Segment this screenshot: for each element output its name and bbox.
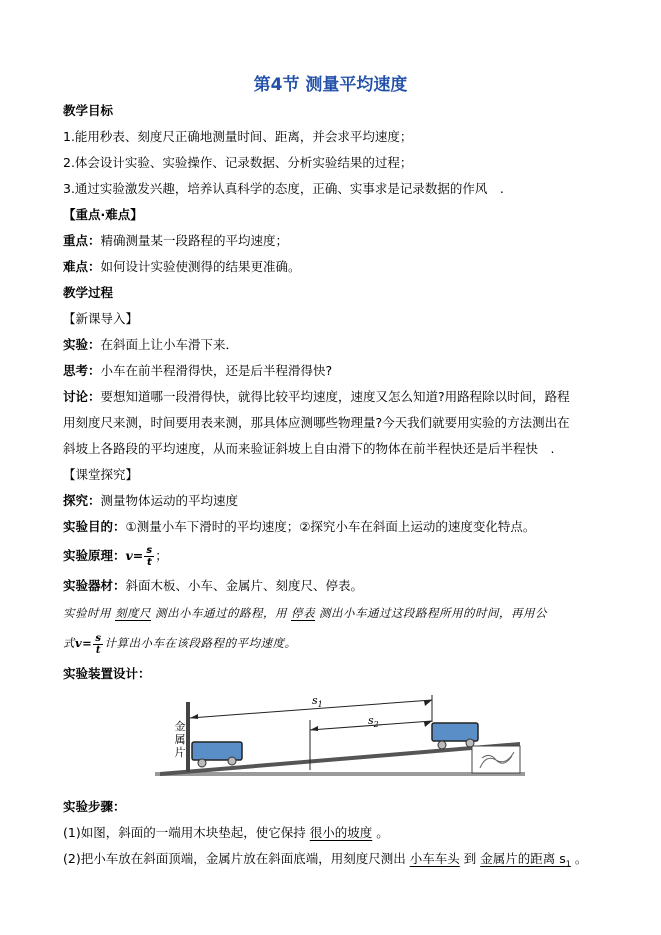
purpose-text: ①测量小车下滑时的平均速度；②探究小车在斜面上运动的速度变化特点。 (125, 519, 536, 534)
principle-label: 实验原理： (63, 548, 126, 563)
key-point-text: 精确测量某一段路程的平均速度； (100, 233, 289, 248)
objectives-heading: 教学目标 (63, 103, 114, 118)
objective-item: 2.体会设计实验、实验操作、记录数据、分析实验结果的过程； (63, 155, 413, 170)
intro-heading: 【新课导入】 (63, 311, 139, 326)
blank-distance (476, 851, 575, 869)
step-text: 到 (463, 851, 477, 866)
s2-label: $s_2$ (368, 714, 379, 729)
formula-end: ； (155, 548, 168, 563)
hw-text: 实验时用 (63, 606, 111, 620)
principle-line (63, 541, 623, 571)
hw-text: 测出小车通过的路程，用 (155, 606, 287, 620)
blank-car-head: 小车车头 (409, 851, 460, 866)
handwritten-line-1 (63, 603, 623, 623)
step-1 (63, 823, 623, 843)
think-text: 小车在前半程滑得快，还是后半程滑得快? (100, 363, 333, 378)
process-heading: 教学过程 (63, 285, 114, 300)
step-text: 。 (376, 825, 389, 840)
formula-numerator: s (146, 545, 153, 556)
car-top (432, 723, 478, 749)
purpose-line (63, 517, 623, 537)
explore-heading: 【课堂探究】 (63, 467, 139, 482)
purpose-label: 实验目的： (63, 519, 126, 534)
materials-line (63, 576, 623, 596)
hw-text: 式 (63, 636, 75, 650)
s1-arrow (190, 700, 432, 718)
handwritten-line-2 (63, 628, 623, 658)
think-line (63, 361, 623, 381)
key-point (63, 231, 623, 251)
objective-item: 1.能用秒表、刻度尺正确地测量时间、距离，并会求平均速度； (63, 129, 413, 144)
page-title: 第4节 测量平均速度 (253, 75, 408, 95)
apparatus-diagram (150, 690, 530, 790)
step-text: (2)把小车放在斜面顶端，金属片放在斜面底端，用刻度尺测出 (63, 851, 406, 866)
formula-v: v= (75, 636, 93, 650)
formula-denominator: t (95, 644, 101, 656)
metal-plate (186, 702, 190, 772)
blank-slope: 很小的坡度 (309, 825, 373, 840)
key-heading: 【重点·难点】 (63, 207, 143, 222)
blank-ruler: 刻度尺 (115, 606, 151, 620)
blank-stopwatch: 停表 (291, 606, 315, 620)
car-bottom (192, 742, 242, 767)
ground (155, 772, 525, 776)
materials-label: 实验器材： (63, 578, 126, 593)
discuss-line (63, 387, 623, 407)
inquiry-label: 探究： (63, 493, 101, 508)
inquiry-text: 测量物体运动的平均速度 (100, 493, 239, 508)
experiment-line (63, 335, 623, 355)
think-label: 思考： (63, 363, 101, 378)
discuss-line: 用刻度尺来测，时间要用表来测，那具体应测哪些物理量?今天我们就要用实验的方法测出在 (63, 415, 570, 430)
difficulty-label: 难点： (63, 259, 101, 274)
hw-text: 计算出小车在该段路程的平均速度。 (104, 636, 297, 650)
metal-label-char: 金属片 (174, 720, 186, 759)
blank-distance-text: 金属片的距离 s (480, 851, 566, 866)
formula-v: v= (125, 548, 144, 563)
difficulty-text: 如何设计实验使测得的结果更准确。 (100, 259, 301, 274)
inquiry-line (63, 491, 623, 511)
experiment-label: 实验： (63, 337, 101, 352)
discuss-label: 讨论： (63, 389, 101, 404)
objective-item: 3.通过实验激发兴趣，培养认真科学的态度，正确、实事求是记录数据的作风 . (63, 181, 504, 196)
discuss-line: 斜坡上各路段的平均速度，从而来验证斜坡上自由滑下的物体在前半程快还是后半程快 . (63, 441, 555, 456)
discuss-text: 要想知道哪一段滑得快，就得比较平均速度，速度又怎么知道?用路程除以时间，路程 (100, 389, 570, 404)
key-point-label: 重点： (63, 233, 101, 248)
step-text: (1)如图，斜面的一端用木块垫起，使它保持 (63, 825, 306, 840)
setup-label: 实验装置设计： (63, 666, 151, 681)
s1-label: $s_1$ (312, 694, 323, 709)
experiment-text: 在斜面上让小车滑下来． (100, 337, 239, 352)
formula-fraction (93, 633, 103, 656)
formula-fraction (144, 545, 154, 568)
hw-text: 测出小车通过这段路程所用的时间，再用公 (319, 606, 547, 620)
formula-numerator: s (95, 632, 102, 644)
difficulty-point (63, 257, 623, 277)
step-2 (63, 849, 623, 875)
blank-distance-sub: 1 (565, 859, 571, 869)
step-text: 。 (574, 851, 588, 866)
materials-text: 斜面木板、小车、金属片、刻度尺、停表。 (125, 578, 364, 593)
steps-label: 实验步骤： (63, 799, 126, 814)
formula-denominator: t (146, 557, 152, 568)
